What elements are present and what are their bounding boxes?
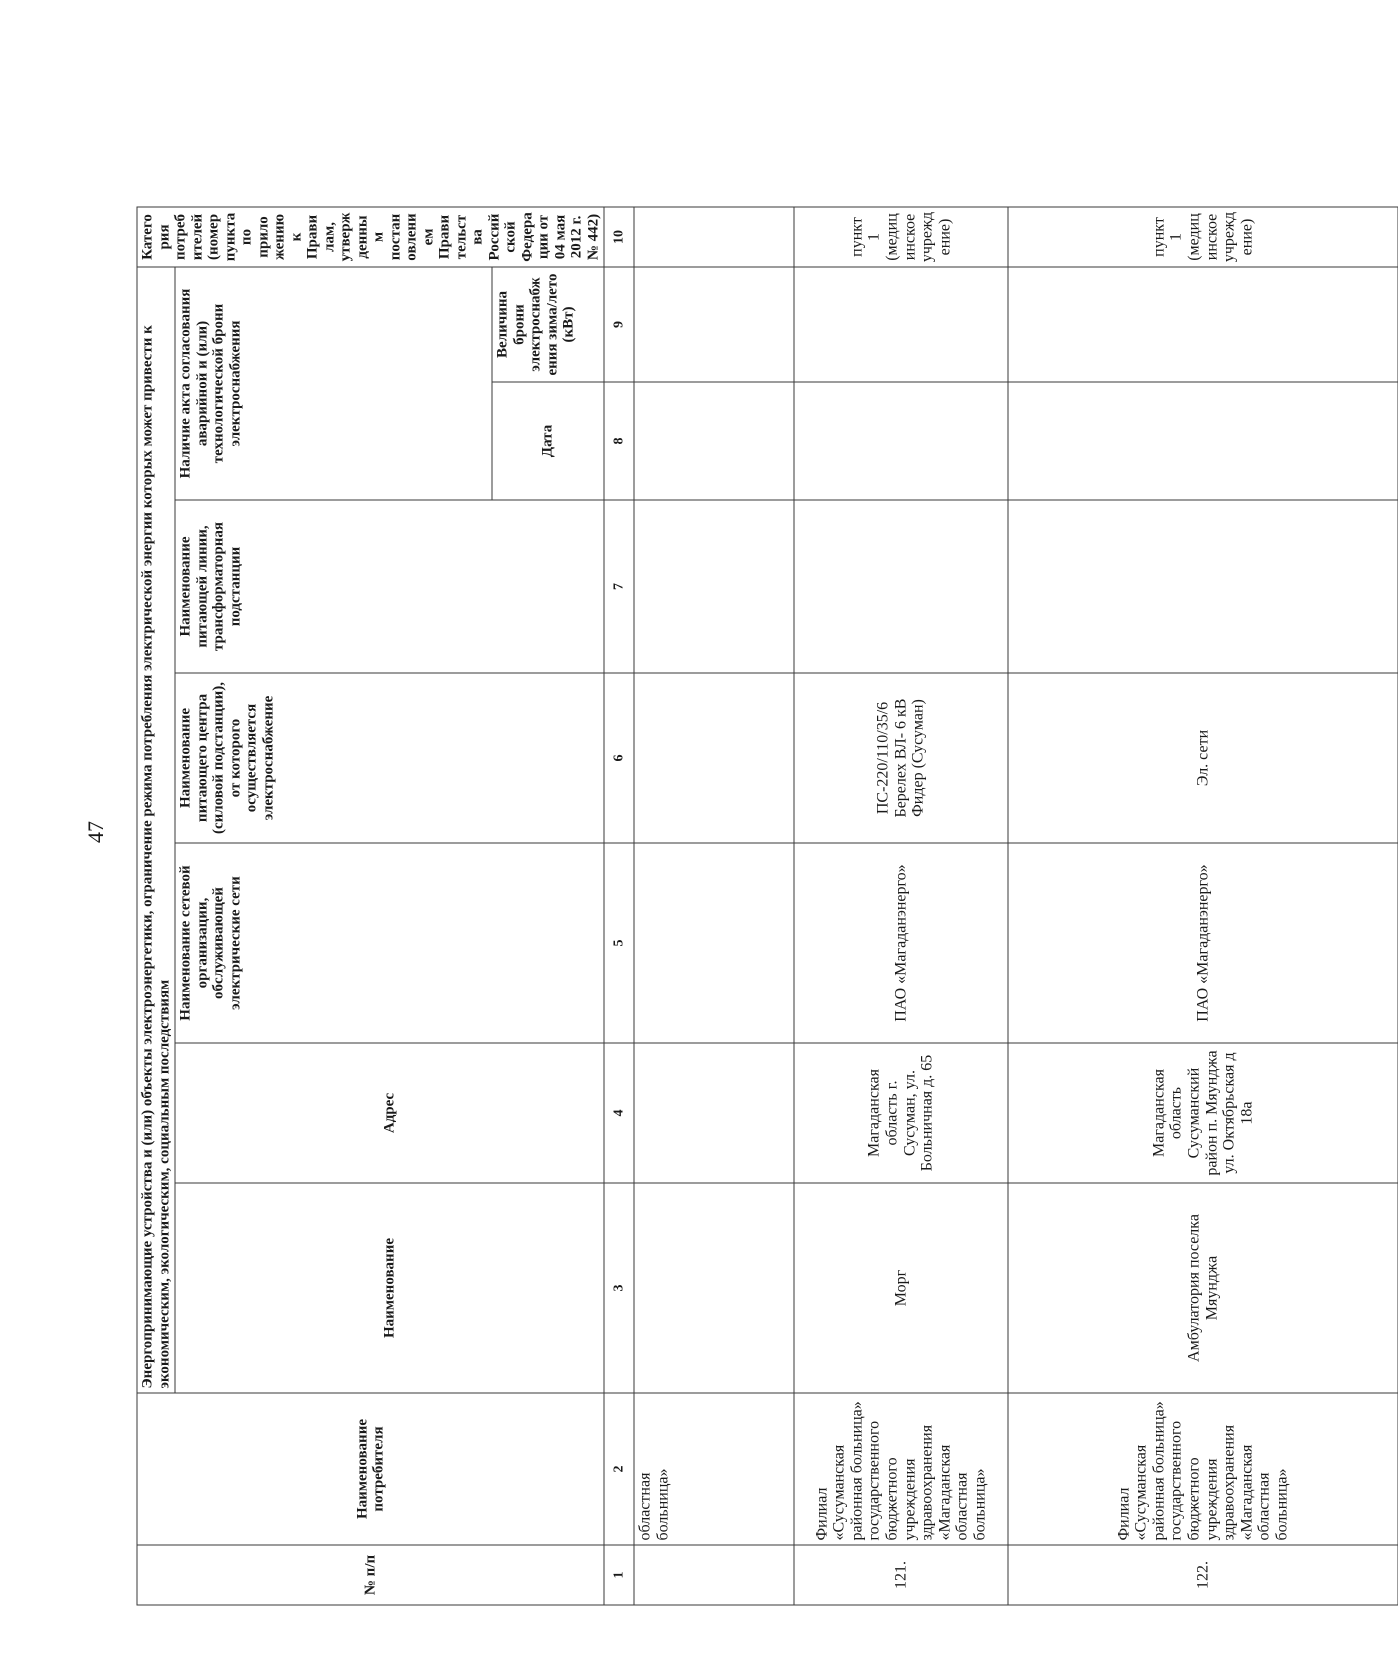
column-number: 4 [604,1043,634,1183]
column-number: 7 [604,500,634,673]
object-name [634,1183,794,1393]
consumer-name: Филиал «Сусуманская районная больница» государственного бюджетного учреждения здравоохранения «Магаданская областная больница» [1008,1393,1398,1545]
column-number: 1 [604,1545,634,1605]
act-date [794,382,1008,500]
table-row [794,206,1008,1604]
act-date [1008,382,1398,500]
header-feeder-line: Наименование питающей линии, трансформаторная подстанции [175,500,604,673]
supply-center [634,673,794,843]
header-category: Категория потребителей (номер пункта по приложению к Правилам, утвержденным постановлением Правительства Российской Федерации от 04 мая 2012 г. № 442) [137,206,604,266]
consumer-category: пункт 1 (медицинское учреждение) [1008,206,1398,266]
reserve-value [634,266,794,381]
header-act-title: Наличие акта согласования аварийной и (или) технологической брони электроснабжения [175,266,492,499]
header-reserve: Величина брони электроснабж ения зима/лето (кВт) [492,266,604,381]
table-row [634,206,794,1604]
consumers-table [136,206,1398,1605]
header-date: Дата [492,382,604,500]
object-address: Магаданская область Сусуманский район п. Мяунджа ул. Октябрьская д 18а [1008,1043,1398,1183]
object-address [634,1043,794,1183]
network-org: ПАО «Магаданэнерго» [1008,843,1398,1043]
column-number: 8 [604,382,634,500]
table-row [1008,206,1398,1604]
header-group-title: Энергопринимающие устройства и (или) объекты электроэнергетики, ограничение режима потребления электрической энергии которых может привести к экономическим, экологическим, социальным последствиям [137,266,175,1392]
column-number: 2 [604,1393,634,1545]
column-number: 10 [604,206,634,266]
object-address: Магаданская область г. Сусуман, ул. Больничная д. 65 [794,1043,1008,1183]
feeder-line [1008,500,1398,673]
column-number: 9 [604,266,634,381]
header-no: № п/п [137,1545,604,1605]
column-number: 6 [604,673,634,843]
column-numbers-row [604,206,634,1604]
object-name: Амбулатория поселка Мяунджа [1008,1183,1398,1393]
row-number: 122. [1008,1545,1398,1605]
supply-center: Эл. сети [1008,673,1398,843]
consumer-category [634,206,794,266]
header-address: Адрес [175,1043,604,1183]
reserve-value [794,266,1008,381]
consumer-category: пункт 1 (медицинское учреждение) [794,206,1008,266]
row-number [634,1545,794,1605]
supply-center: ПС-220/110/35/6 Берелех ВЛ- 6 кВ Фидер (Сусуман) [794,673,1008,843]
consumer-name: областная больница» [634,1393,794,1545]
header-name: Наименование [175,1183,604,1393]
feeder-line [794,500,1008,673]
network-org [634,843,794,1043]
column-number: 3 [604,1183,634,1393]
header-supply-center: Наименование питающего центра (силовой подстанции), от которого осуществляется электроснабжение [175,673,604,843]
header-network-org: Наименование сетевой организации, обслуживающей электрические сети [175,843,604,1043]
row-number: 121. [794,1545,1008,1605]
column-number: 5 [604,843,634,1043]
header-row-1 [137,206,175,1604]
reserve-value [1008,266,1398,381]
consumer-name: Филиал «Сусуманская районная больница» государственного бюджетного учреждения здравоохранения «Магаданская областная больница» [794,1393,1008,1545]
network-org: ПАО «Магаданэнерго» [794,843,1008,1043]
object-name: Морг [794,1183,1008,1393]
feeder-line [634,500,794,673]
header-consumer: Наименование потребителя [137,1393,604,1545]
act-date [634,382,794,500]
